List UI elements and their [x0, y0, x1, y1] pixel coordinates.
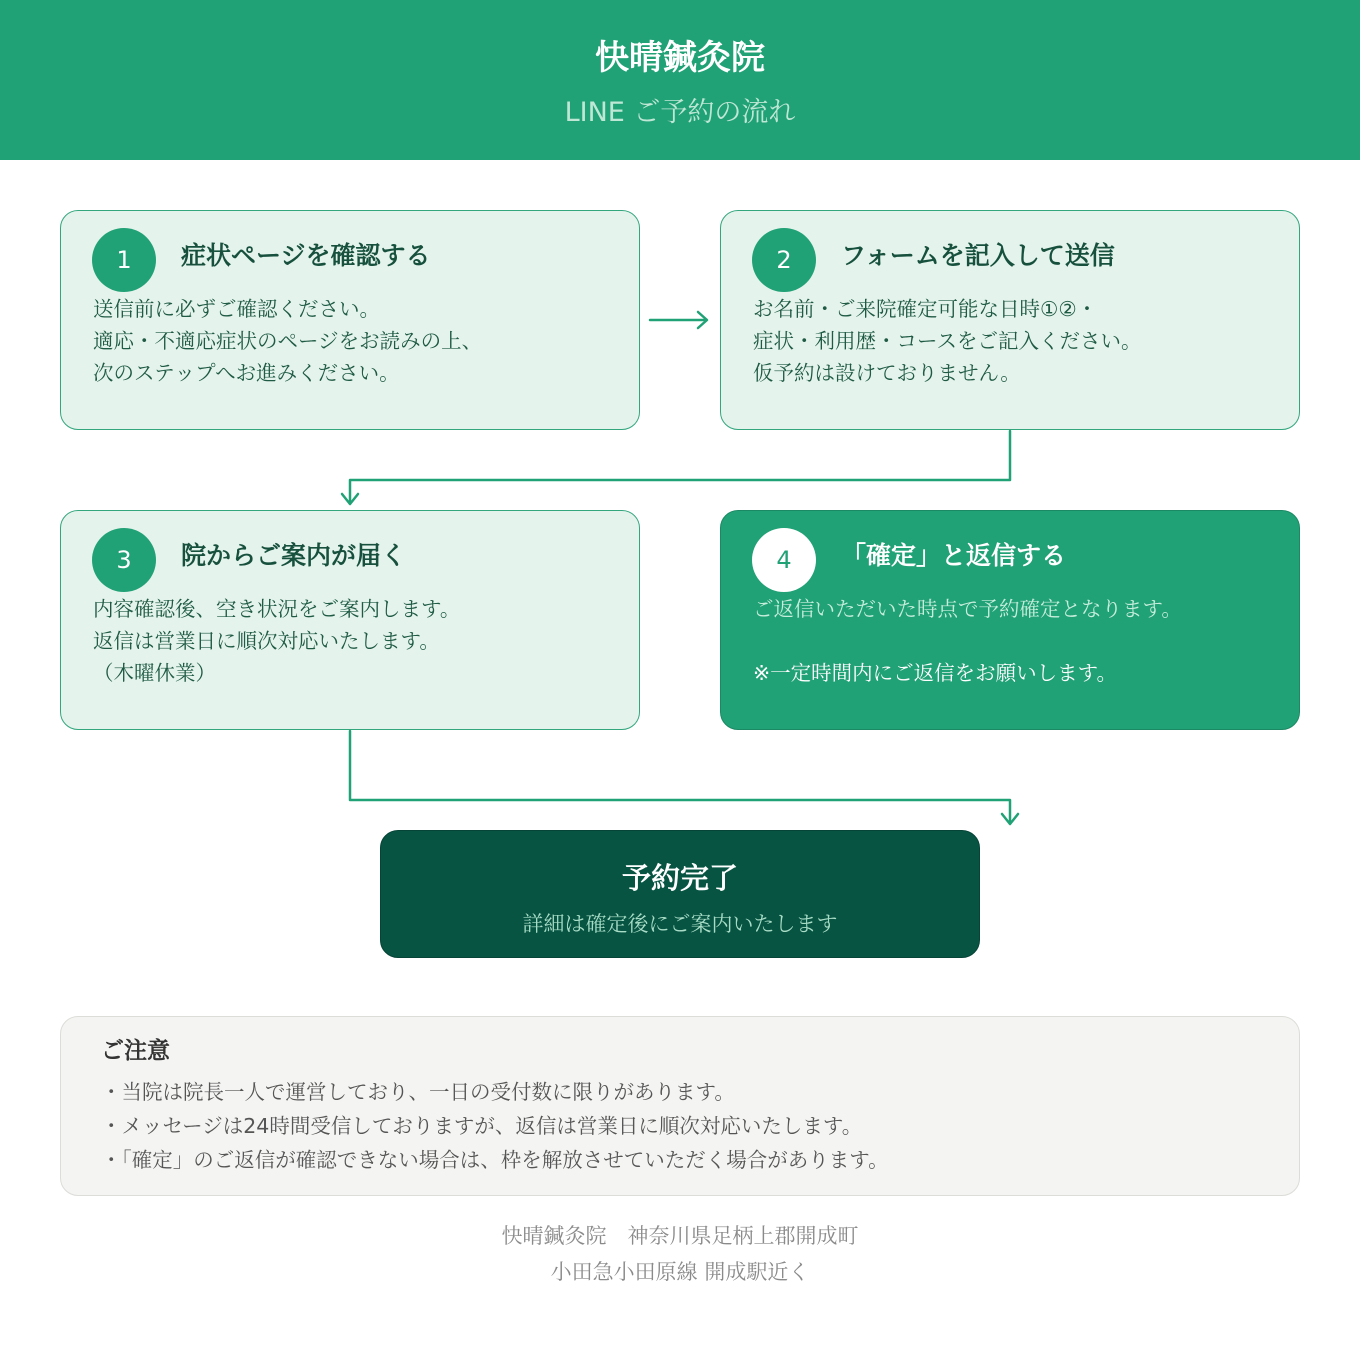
step-description-line: 仮予約は設けておりません。 [753, 361, 1021, 385]
step-card-4 [720, 510, 1300, 730]
step-card-1 [60, 210, 640, 430]
notice-item: ・メッセージは24時間受信しておりますが、返信は営業日に順次対応いたします。 [101, 1114, 863, 1138]
step-description-line: 症状・利用歴・コースをご記入ください。 [753, 329, 1142, 353]
arrow-step2-to-step3 [342, 431, 1010, 504]
notice-title: ご注意 [101, 1038, 170, 1064]
step-card-2 [720, 210, 1300, 430]
completion-box [380, 830, 980, 958]
step-note: ※一定時間内にご返信をお願いします。 [753, 661, 1118, 685]
step-description [93, 593, 460, 689]
step-description-line: 内容確認後、空き状況をご案内します。 [93, 597, 461, 621]
completion-title: 予約完了 [621, 861, 738, 895]
step-description-line: お名前・ご来院確定可能な日時①②・ [753, 297, 1098, 321]
footer-access: 小田急小田原線 開成駅近く [550, 1260, 810, 1284]
header-banner [0, 0, 1360, 160]
step-title: 症状ページを確認する [181, 241, 431, 270]
completion-subtitle: 詳細は確定後にご案内いたします [522, 912, 838, 936]
step-number-badge: 4 [752, 528, 816, 592]
notice-item: ・「確定」のご返信が確認できない場合は、枠を解放させていただく場合があります。 [101, 1148, 889, 1172]
step-description-line: 次のステップへお進みください。 [93, 361, 400, 385]
step-description [93, 293, 482, 389]
step-number-badge: 2 [752, 228, 816, 292]
arrow-step3-to-completion [350, 731, 1018, 824]
step-description [753, 293, 1141, 389]
notice-box [60, 1016, 1300, 1196]
notice-list [101, 1075, 889, 1177]
arrow-step1-to-step2 [650, 312, 707, 328]
step-number-badge: 1 [92, 228, 156, 292]
notice-item: ・当院は院長一人で運営しており、一日の受付数に限りがあります。 [101, 1080, 735, 1104]
step-number-badge: 3 [92, 528, 156, 592]
step-description-line: 適応・不適応症状のページをお読みの上、 [93, 329, 483, 353]
clinic-name: 快晴鍼灸院 [595, 38, 765, 78]
step-title: フォームを記入して送信 [841, 241, 1115, 270]
footer-address: 快晴鍼灸院 神奈川県足柄上郡開成町 [501, 1224, 859, 1248]
step-description-line: 送信前に必ずご確認ください。 [93, 297, 380, 321]
footer [0, 1218, 1360, 1290]
step-card-3 [60, 510, 640, 730]
step-title: 「確定」と返信する [841, 541, 1067, 570]
flow-subtitle: LINE ご予約の流れ [564, 97, 796, 128]
step-description-line: ご返信いただいた時点で予約確定となります。 [753, 597, 1182, 621]
step-description-line: 返信は営業日に順次対応いたします。 [93, 629, 440, 653]
step-title: 院からご案内が届く [181, 541, 407, 570]
step-description-line: （木曜休業） [93, 661, 216, 685]
